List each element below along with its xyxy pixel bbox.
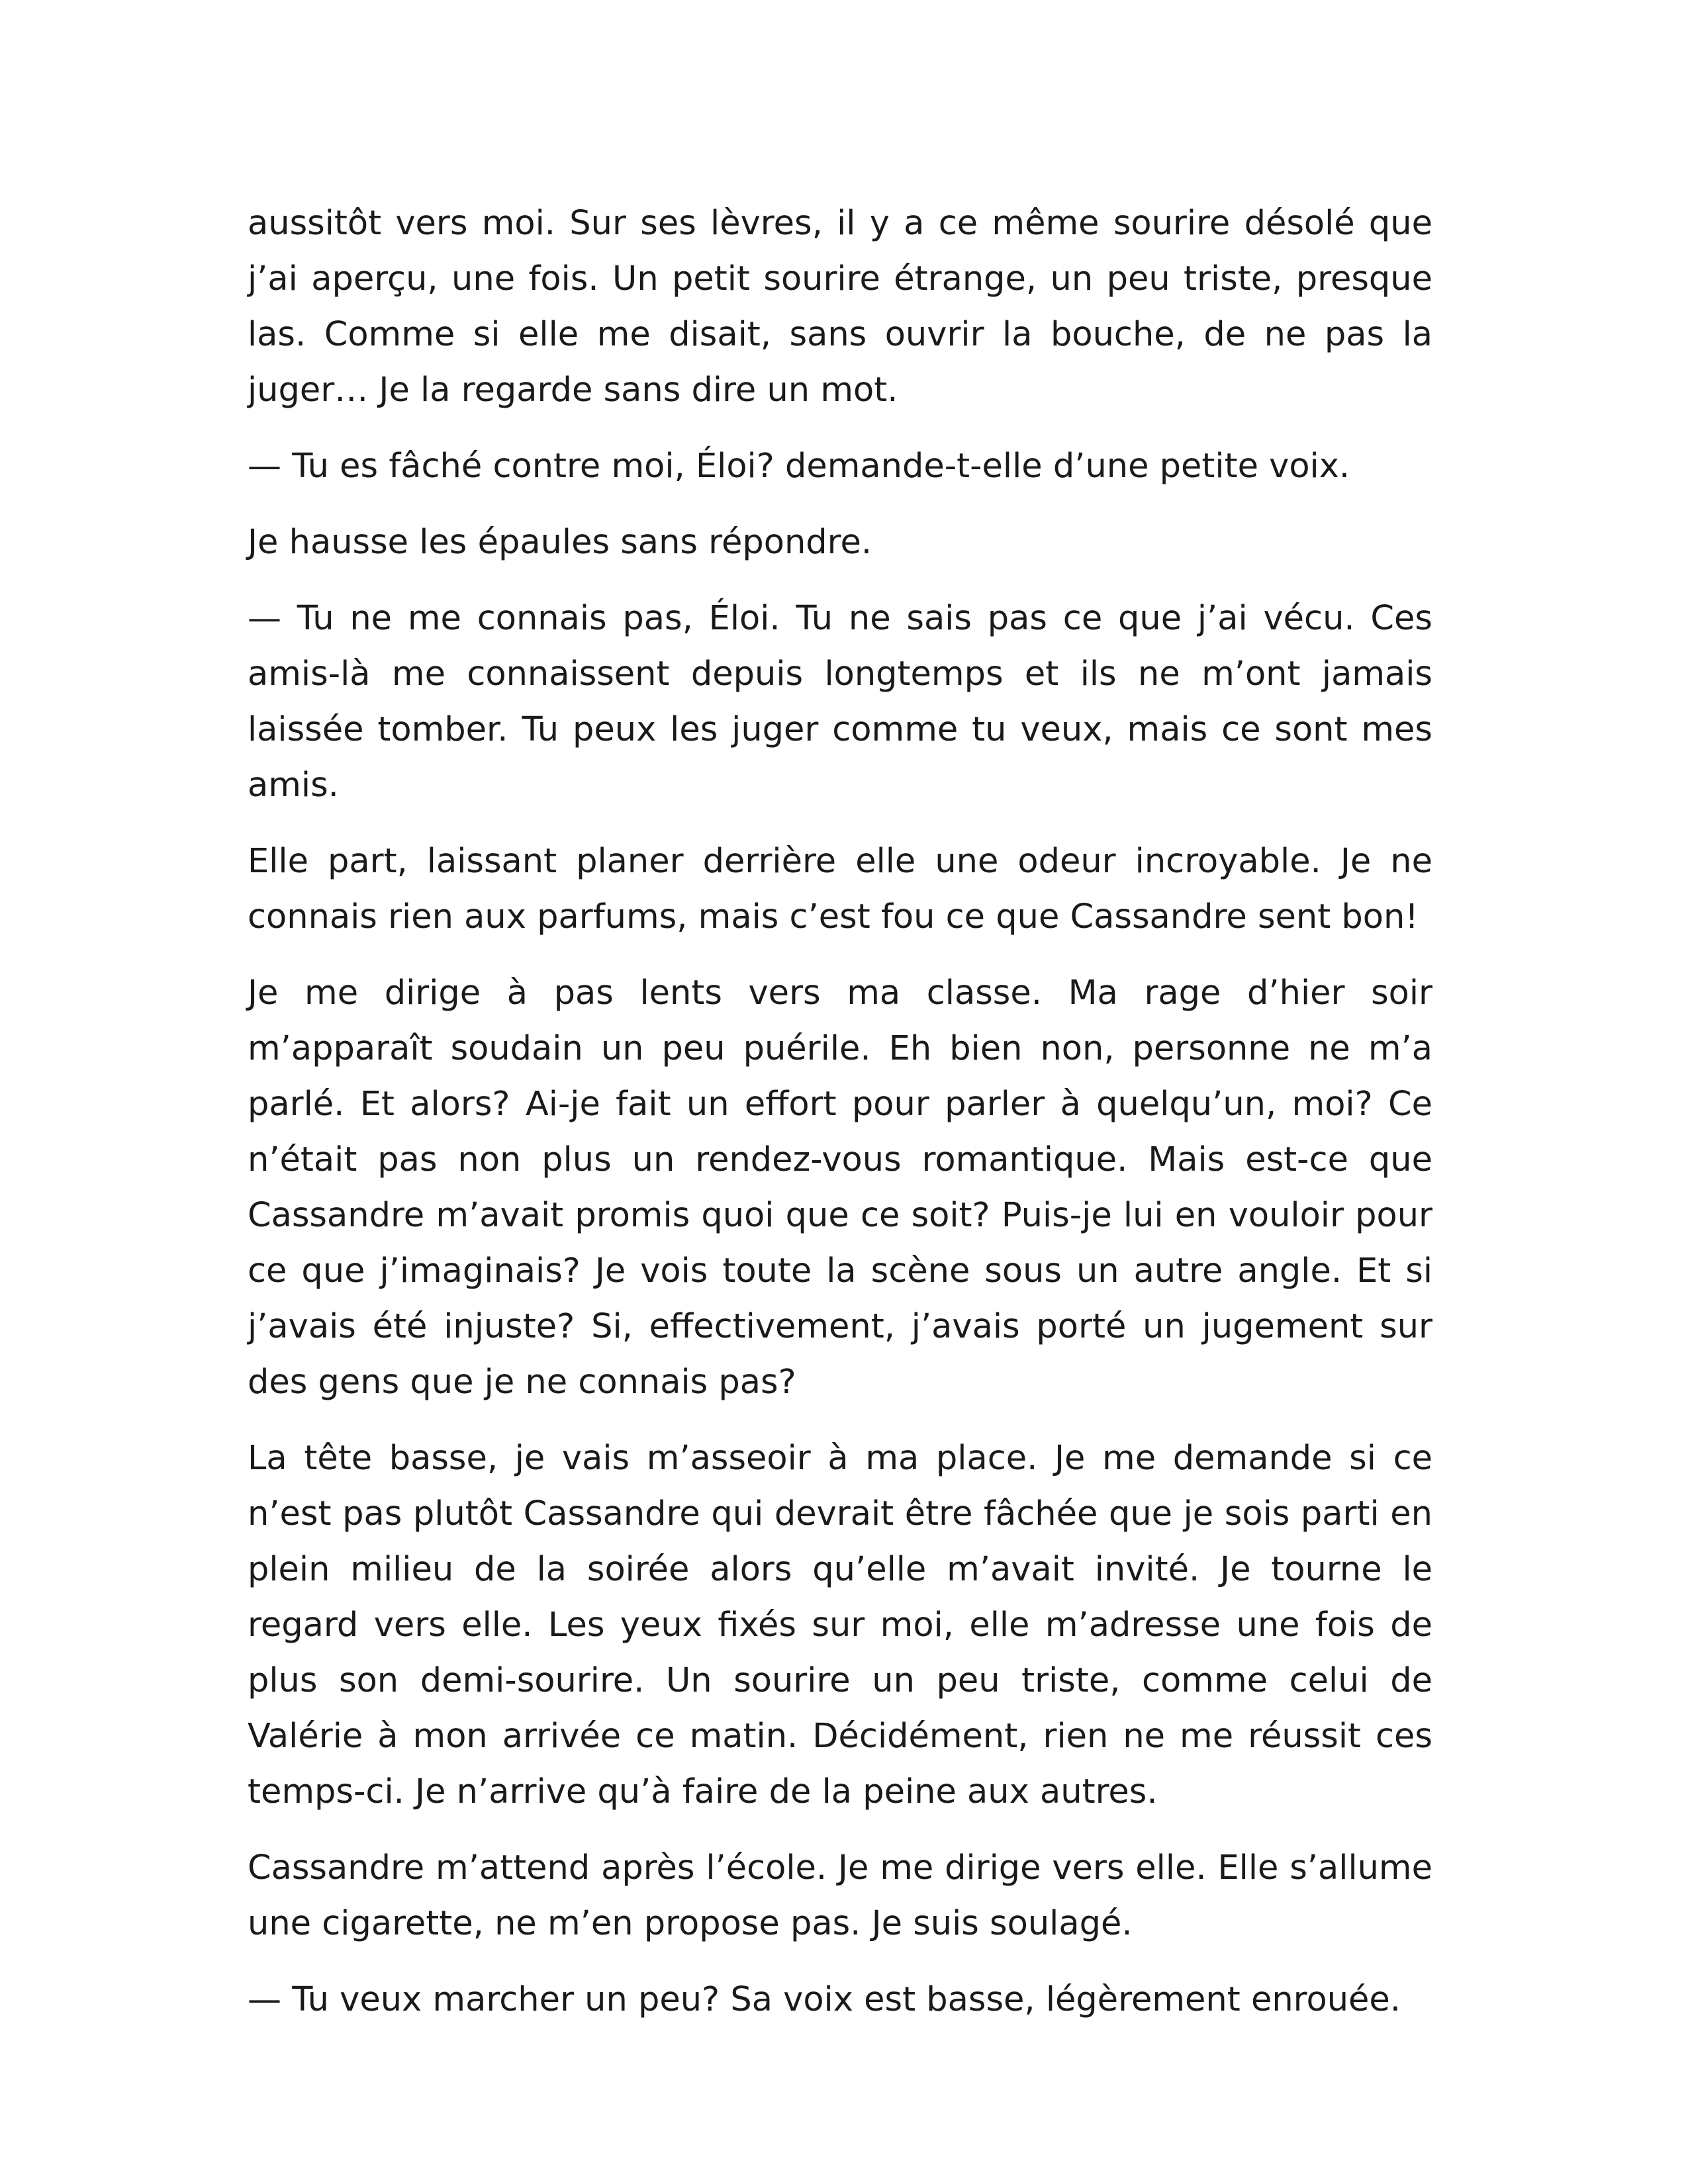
paragraph-1: aussitôt vers moi. Sur ses lèvres, il y a ce même sourire désolé que j’ai aperçu, une fois. Un petit sourire étrange, un peu triste, presque las. Comme si elle me disait, sans ouvrir la bouche, de ne pas la juger… Je la regarde sans dire un mot. bbox=[248, 204, 1432, 410]
paragraph-4-dialogue: — Tu ne me connais pas, Éloi. Tu ne sais pas ce que j’ai vécu. Ces amis-là me connaissent depuis longtemps et ils ne m’ont jamais laissée tomber. Tu peux les juger comme tu veux, mais ce sont mes amis. bbox=[248, 599, 1432, 805]
paragraph-7: La tête basse, je vais m’asseoir à ma place. Je me demande si ce n’est pas plutôt Cassandre qui devrait être fâchée que je sois parti en plein milieu de la soirée alors qu’elle m’avait invité. Je tourne le regard vers elle. Les yeux fixés sur moi, elle m’adresse une fois de plus son demi-sourire. Un sourire un peu triste, comme celui de Valérie à mon arrivée ce matin. Décidément, rien ne me réussit ces temps-ci. Je n’arrive qu’à faire de la peine aux autres. bbox=[248, 1439, 1432, 1811]
paragraph-6: Je me dirige à pas lents vers ma classe. Ma rage d’hier soir m’apparaît soudain un peu puérile. Eh bien non, personne ne m’a parlé. Et alors? Ai-je fait un effort pour parler à quelqu’un, moi? Ce n’était pas non plus un rendez-vous romantique. Mais est-ce que Cassandre m’avait promis quoi que ce soit? Puis-je lui en vouloir pour ce que j’imaginais? Je vois toute la scène sous un autre angle. Et si j’avais été injuste? Si, effectivement, j’avais porté un jugement sur des gens que je ne connais pas? bbox=[248, 974, 1432, 1402]
paragraph-5: Elle part, laissant planer derrière elle une odeur incroyable. Je ne connais rien aux parfums, mais c’est fou ce que Cassandre sent bon! bbox=[248, 842, 1432, 936]
paragraph-9-dialogue: — Tu veux marcher un peu? Sa voix est basse, légèrement enrouée. bbox=[248, 1980, 1401, 2019]
paragraph-2-dialogue: — Tu es fâché contre moi, Éloi? demande-t-elle d’une petite voix. bbox=[248, 447, 1350, 486]
paragraph-8: Cassandre m’attend après l’école. Je me dirige vers elle. Elle s’allume une cigarette, ne m’en propose pas. Je suis soulagé. bbox=[248, 1848, 1432, 1943]
paragraph-3: Je hausse les épaules sans répondre. bbox=[248, 523, 872, 562]
document-page bbox=[248, 196, 1432, 2048]
